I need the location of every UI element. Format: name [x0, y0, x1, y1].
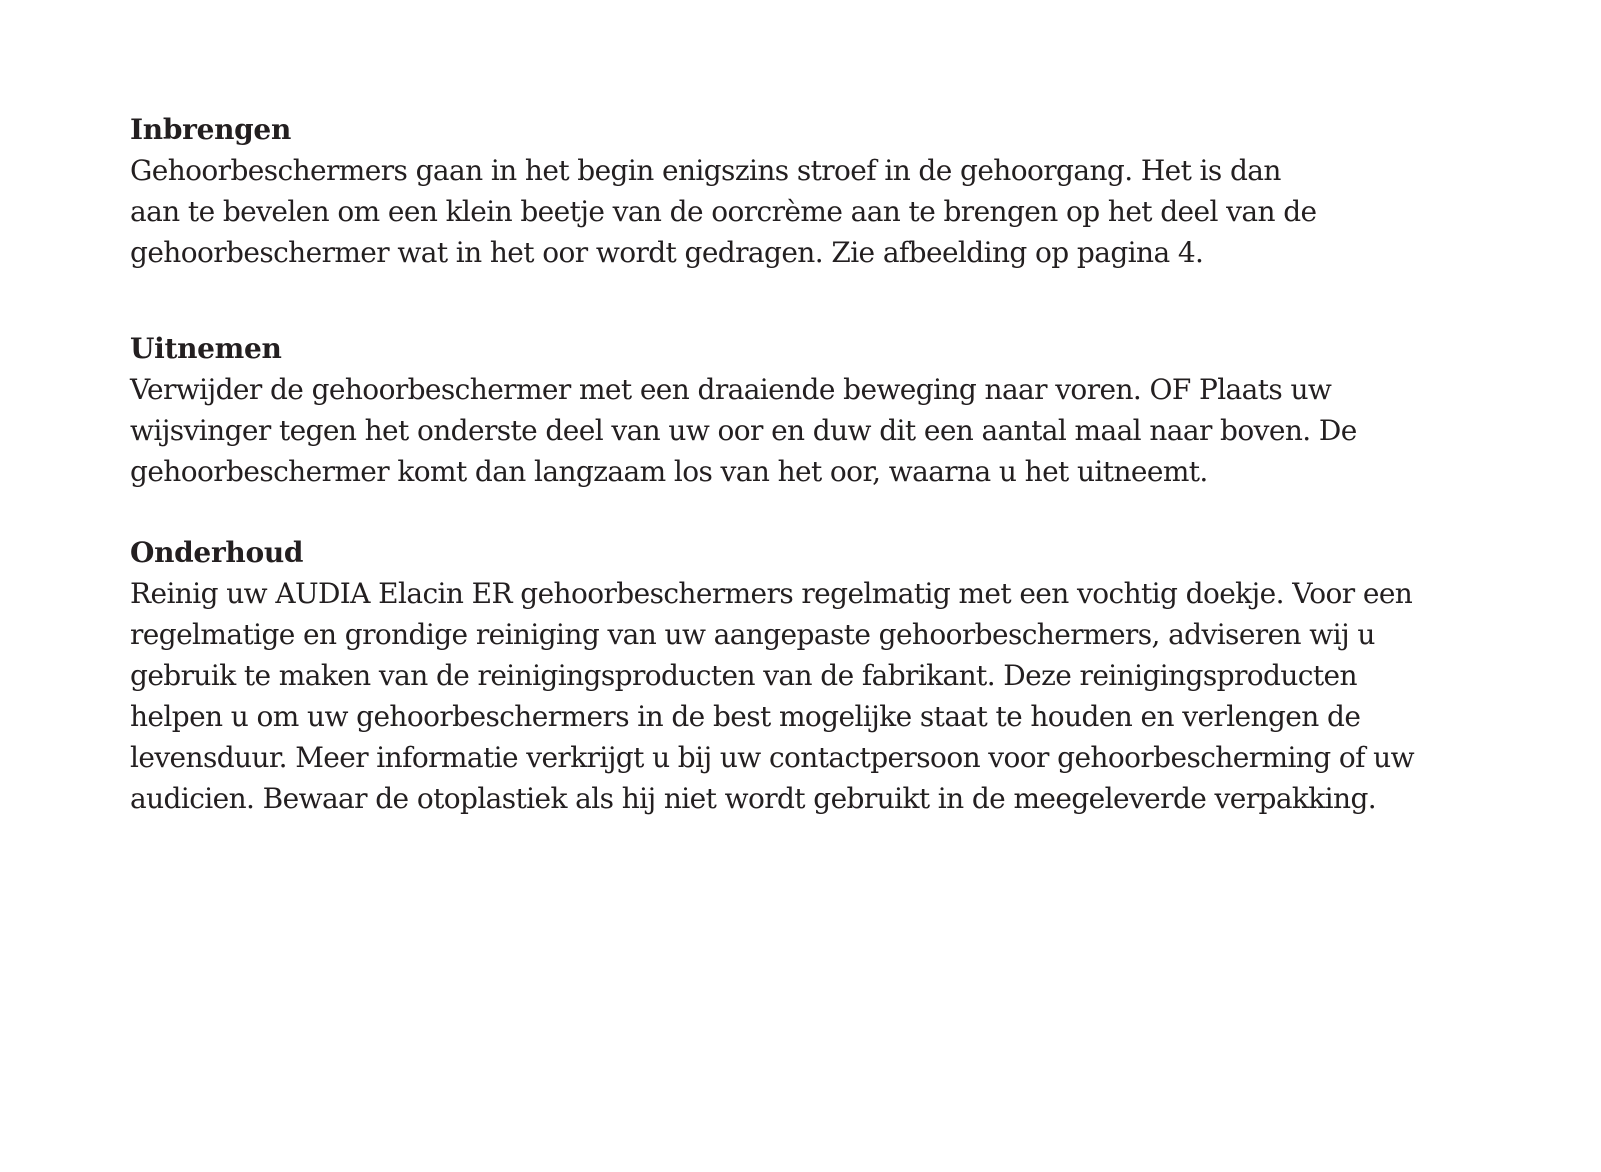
section-uitnemen [130, 328, 1570, 492]
paragraph-line: Verwijder de gehoorbeschermer met een draaiende beweging naar voren. OF Plaats uw [130, 373, 1332, 406]
section-heading-onderhoud: Onderhoud [130, 536, 304, 569]
paragraph-line: wijsvinger tegen het onderste deel van uw oor en duw dit een aantal maal naar boven. De [130, 414, 1357, 447]
paragraph-line: Reinig uw AUDIA Elacin ER gehoorbeschermers regelmatig met een vochtig doekje. Voor een [130, 577, 1413, 610]
section-heading-uitnemen: Uitnemen [130, 332, 282, 365]
paragraph-line: regelmatige en grondige reiniging van uw aangepaste gehoorbeschermers, adviseren wij u [130, 618, 1375, 651]
section-onderhoud [130, 532, 1570, 819]
paragraph-line: gebruik te maken van de reinigingsproducten van de fabrikant. Deze reinigingsproducten [130, 659, 1357, 692]
section-inbrengen [130, 109, 1570, 273]
document-page [130, 109, 1570, 819]
paragraph-line: Gehoorbeschermers gaan in het begin enigszins stroef in de gehoorgang. Het is dan [130, 154, 1281, 187]
paragraph-line: gehoorbeschermer wat in het oor wordt gedragen. Zie afbeelding op pagina 4. [130, 236, 1204, 269]
paragraph-line: audicien. Bewaar de otoplastiek als hij niet wordt gebruikt in de meegeleverde verpakking. [130, 782, 1377, 815]
paragraph-line: levensduur. Meer informatie verkrijgt u bij uw contactpersoon voor gehoorbescherming of uw [130, 741, 1414, 774]
paragraph-line: helpen u om uw gehoorbeschermers in de best mogelijke staat te houden en verlengen de [130, 700, 1361, 733]
paragraph-line: gehoorbeschermer komt dan langzaam los van het oor, waarna u het uitneemt. [130, 455, 1208, 488]
paragraph-line: aan te bevelen om een klein beetje van de oorcrème aan te brengen op het deel van de [130, 195, 1317, 228]
section-heading-inbrengen: Inbrengen [130, 113, 292, 146]
